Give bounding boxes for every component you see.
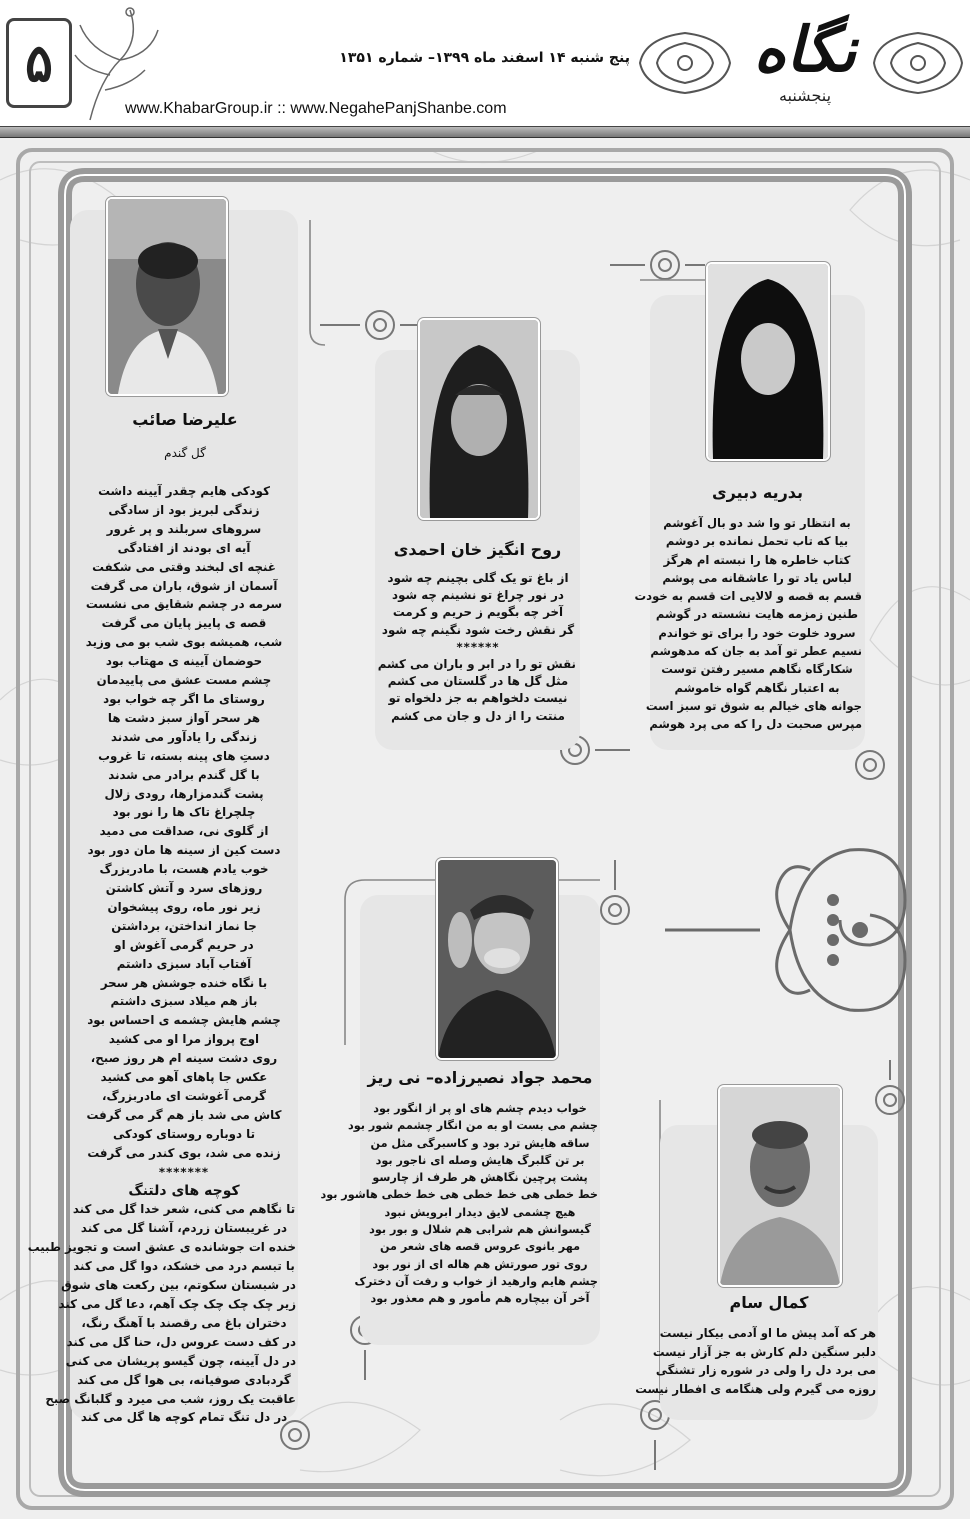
poem-line: آفتاب آباد سبزی داشتم	[116, 956, 252, 971]
poem-line: زندگی لبریز بود از سادگی	[108, 502, 260, 517]
poem-line: غنچه ای لبخند وقتی می شکفت	[92, 559, 276, 574]
poem-line: آیه ای بودند از افتادگی	[117, 540, 251, 555]
poem-line: چشم می بست او به من انگار چشمم شور بود	[347, 1119, 598, 1133]
poem-line: جا نماز انداختن، برداشتن	[111, 918, 257, 933]
poem-line: عاقبت یک روز، شب می میرد و گلبانگ صبح	[45, 1391, 296, 1406]
poem-line: چلچراغ تاک ها را نور بود	[112, 805, 256, 820]
poem-line: کتاب خاطره ها را نبسته ام هرگز	[663, 552, 851, 567]
poem-line: با تبسم درد می خشکد، دوا گل می کند	[73, 1259, 295, 1274]
poem-body-ahmadi	[377, 570, 576, 725]
poem-line: نقش تو را در ابر و باران می کشم	[377, 657, 576, 672]
poem-line: سرمه در چشم شقایق می نشست	[85, 597, 283, 612]
poem-line: به اعتبار نگاهم گواه خاموشم	[674, 680, 840, 695]
poem-separator: *******	[158, 1164, 210, 1179]
poet-name: روح انگیز خان احمدی	[393, 540, 562, 559]
poem-line: روزه می گیرم ولی هنگامه ی افطار نیست	[635, 1381, 876, 1396]
poem-line: زنده می شد، بوی کندر می گرفت	[87, 1145, 281, 1160]
poem-line: هر که آمد پیش ما او آدمی بیکار نیست	[659, 1326, 876, 1340]
poem-line: نسیم عطر تو آمد به جان که مدهوشم	[650, 644, 862, 659]
poem-line: به انتظار تو وا شد دو بال آغوشم	[663, 516, 851, 530]
poem-line: با نگاه خنده جوشش هر سحر	[100, 975, 268, 990]
logo-word: نگاه	[753, 13, 857, 86]
poem-line: روی دشت سینه ام هر روز صبح،	[90, 1051, 278, 1066]
portrait-saeb	[106, 197, 228, 396]
poem-line: دلبر سنگین دلم کارش به جز آزار نیست	[652, 1344, 876, 1359]
poem-line: گیسوانش هم شرابی هم شلال و بور بود	[369, 1223, 591, 1237]
poem-line: بیا که تاب تحمل نمانده بر دوشم	[665, 534, 849, 549]
poem-line: تا دوباره روستای کودکی	[112, 1126, 256, 1141]
poem-line: باز هم میلاد سبزی داشتم	[110, 994, 258, 1009]
poem-line: کودکی هایم چقدر آیینه داشت	[98, 484, 270, 498]
poem-line: شب، همیشه بوی شب بو می وزید	[85, 635, 283, 650]
website-link[interactable]: www.KhabarGroup.ir :: www.NegahePanjShanbe.com	[125, 100, 507, 117]
poem-line: نیست دلخواهم به جز دلخواه تو	[388, 691, 568, 706]
poem-line: آسمان از شوق، باران می گرفت	[90, 578, 278, 593]
poem-line: زندگی را یادآور می شدند	[110, 729, 258, 744]
poem-line: قصه ی پاییز پایان می گرفت	[101, 616, 267, 631]
portrait-ahmadi	[418, 318, 540, 520]
poem-body-nasirzadeh	[320, 1100, 598, 1308]
poem-line: ساقه هایش ترد بود و کاسبرگی مثل من	[370, 1136, 590, 1150]
poem-line: چشم مست عشق می پاییدمان	[96, 673, 272, 688]
poet-name: کمال سام	[729, 1293, 809, 1312]
poem-line: خواب دیدم چشم های او پر از انگور بود	[373, 1102, 587, 1115]
poem-line: از باغ تو یک گلی بچینم چه شود	[387, 571, 569, 585]
poet-name: علیرضا صائب	[132, 410, 238, 429]
header-rule	[0, 126, 970, 138]
poem-line: سرود خلوت خود را برای تو خواندم	[658, 625, 856, 640]
poem-line: حوضمان آیینه ی مهتاب بود	[105, 654, 263, 669]
poem-line: دست کین از سینه ها مان دور بود	[87, 843, 281, 858]
poem-line: روزهای سرد و آتش کاشتن	[105, 881, 263, 896]
poem-line: جوانه های خیالم به شوق تو سبز است	[645, 698, 862, 713]
page-number-box	[6, 18, 72, 108]
header-ornament-icon	[870, 28, 965, 98]
issue-date: پنج شنبه ۱۴ اسفند ماه ۱۳۹۹– شماره ۱۳۵۱	[339, 50, 630, 66]
poem-line: روستای ما اگر چه خواب بود	[103, 691, 265, 706]
poem-line: اوج پرواز مرا او می کشید	[108, 1032, 260, 1047]
poem-line: دستِ های پینه بسته، تا غروب	[98, 748, 270, 763]
poem-line: چشم هایش چشمه ی احساس بود	[87, 1013, 281, 1028]
poem-line: گردبادی صوفیانه، بی هوا گل می کند	[77, 1372, 291, 1387]
poem-line: آخر چه بگویم ز حریم و کرمت	[392, 605, 564, 620]
poem-line: کاش می شد باز هم گر می گرفت	[86, 1107, 282, 1122]
header-ornament-icon	[635, 28, 735, 98]
poem-line: در حریم گرمی آغوش او	[114, 937, 254, 952]
poem-line: زیر نور ماه، روی پیشخوان	[107, 899, 261, 914]
poem-line: با گل گندم برادر می شدند	[108, 767, 260, 782]
poem-line: گرمی آغوشت ای مادربزرگ،	[102, 1089, 266, 1103]
poem-line: منتت را از دل و جان می کشم	[391, 708, 565, 723]
poem-title: کوچه های دلتنگ	[128, 1182, 240, 1199]
poem-body-saeb	[27, 482, 296, 1427]
poem-line: روی تور صورتش هم هاله ای از نور بود	[372, 1257, 588, 1271]
newspaper-logo	[745, 2, 865, 122]
poem-line: از گلوی نی، صداقت می دمید	[99, 824, 269, 839]
poem-line: دختران باغ می رقصند با آهنگ رنگ،	[81, 1315, 287, 1330]
poem-line: سروهای سربلند و پر غرور	[106, 521, 262, 536]
poem-line: چشم هایم وارهید از خواب و رفت آن دخترک	[354, 1274, 598, 1288]
poem-title: گل گندم	[164, 446, 206, 460]
poem-body-dabiri	[634, 514, 862, 734]
poem-line: می برد دل را ولی در شوره زار تشنگی	[655, 1363, 876, 1378]
poem-line: مپرس صحبت دل را که می پرد هوشم	[649, 717, 862, 732]
poem-line: در نور چراغ تو نشینم چه شود	[392, 588, 564, 603]
poem-line: پشت پرچین نگاهش هر طرف از چارسو	[372, 1171, 588, 1185]
poem-line: خوب یادم هست، با مادربزرگ	[99, 862, 269, 877]
portrait-dabiri	[706, 262, 830, 461]
poem-line: قسم به قصه و لالایی ات قسم به خودت	[634, 589, 862, 604]
poem-line: تا نگاهم می کنی، شعر خدا گل می کند	[72, 1202, 296, 1217]
poem-line: زیر چک چک چک چک آهم، دعا گل می کند	[58, 1296, 296, 1311]
poem-separator: ******	[456, 639, 500, 654]
poem-line: در غریبستان زردم، آشنا گل می کند	[80, 1221, 288, 1236]
poem-line: در دل تنگ تمام کوچه ها گل می کند	[80, 1410, 288, 1425]
poem-line: خنده ات جوشانده ی عشق است و تجویز طبیب	[27, 1240, 296, 1255]
portrait-sam	[718, 1085, 842, 1287]
portrait-nasirzadeh	[436, 858, 558, 1060]
poem-line: آخر آن بیچاره هم مأمور و هم معذور بود	[370, 1292, 590, 1306]
poem-line: شکارگاه نگاهم مسیر رفتن توست	[661, 662, 853, 677]
poem-line: خط خطی هی خط خطی هی خط خطی هاشور بود	[320, 1188, 598, 1202]
poem-body-sam	[635, 1324, 876, 1398]
page-number: ۵	[25, 32, 53, 94]
poem-line: عکس جا پاهای آهو می کشید	[100, 1070, 268, 1085]
poem-line: طنین زمزمه هایت نشسته در گوشم	[655, 607, 859, 622]
poem-line: در شبستان سکوتم، بین رکعت های شوق	[61, 1278, 296, 1293]
poem-line: لباس یاد تو را عاشقانه می پوشم	[662, 570, 852, 585]
poet-name: محمد جواد نصیرزاده– نی ریز	[367, 1068, 593, 1087]
poem-line: در دل آیینه، چون گیسو پریشان می کنی	[65, 1353, 296, 1368]
poet-name: بدریه دبیری	[711, 483, 804, 502]
poem-line: بر تن گلبرگ هایش وصله ای ناجور بود	[375, 1153, 585, 1167]
poem-line: مثل گل ها در گلستان می کشم	[387, 674, 569, 689]
poem-line: پشت گندمزارها، رودی زلال	[104, 786, 264, 801]
logo-subtitle: پنجشنبه	[778, 86, 832, 105]
poem-line: گر نقش رخت شود نگینم چه شود	[381, 622, 575, 637]
poem-line: هیچ چشمی لایق دیدار ابرویش نبود	[384, 1205, 576, 1219]
poem-line: در کف دست عروس دل، حنا گل می کند	[66, 1334, 296, 1349]
poem-line: هر سحر آواز سبز دشت ها	[107, 710, 261, 725]
page-header	[0, 0, 970, 135]
poem-line: مهر بانوی عروس قصه های شعر من	[379, 1240, 581, 1254]
